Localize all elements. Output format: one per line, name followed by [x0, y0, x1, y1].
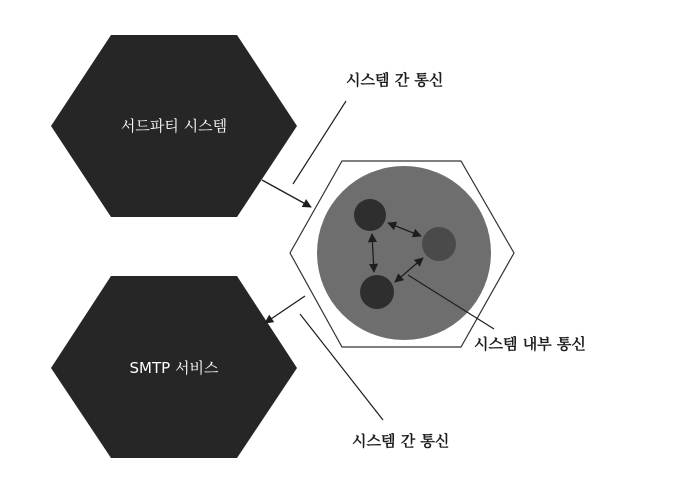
smtp-label: SMTP 서비스 — [129, 359, 219, 377]
third-party-system-node — [51, 35, 297, 217]
callout-inter-top: 시스템 간 통신 — [346, 71, 444, 89]
inter-arrow-to-system — [262, 180, 311, 207]
third-party-label: 서드파티 시스템 — [120, 117, 228, 135]
component-bottom — [360, 275, 394, 309]
component-right — [422, 227, 456, 261]
component-top-left — [354, 199, 386, 231]
inter-arrow-to-smtp — [265, 296, 305, 323]
system-circle — [317, 166, 491, 340]
callout-inter-bottom: 시스템 간 통신 — [352, 432, 450, 450]
smtp-service-node — [51, 276, 297, 458]
callout-internal: 시스템 내부 통신 — [474, 335, 586, 353]
